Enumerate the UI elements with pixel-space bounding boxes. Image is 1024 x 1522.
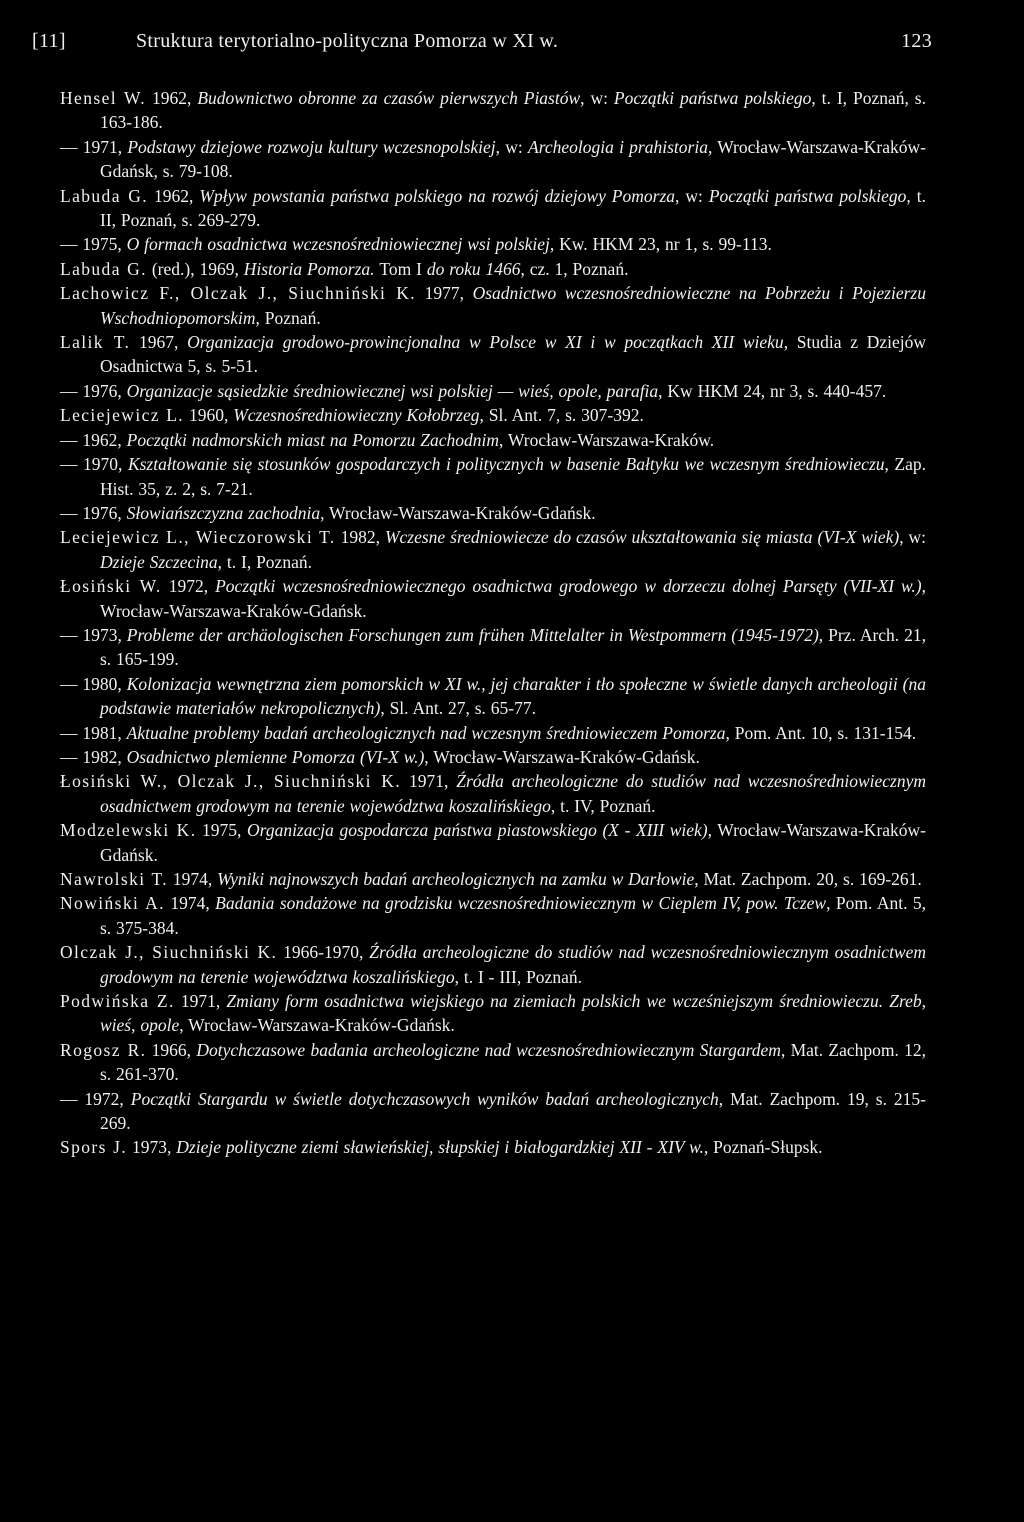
- entry-container-title: Początki państwa polskiego: [613, 88, 812, 108]
- entry-year: 1982,: [335, 527, 385, 548]
- running-header: [32, 30, 932, 70]
- bibliography-entry: [60, 86, 926, 135]
- entry-author: Nawrolski T.: [60, 869, 169, 889]
- entry-year: 1977,: [416, 283, 473, 304]
- entry-details: , Wrocław-Warszawa-Kraków-Gdańsk.: [100, 820, 927, 865]
- entry-title: Osadnictwo wczesnośredniowieczne na Pobrzeżu i Pojezierzu Wschodniopomorskim: [100, 283, 926, 328]
- bibliography-entry: [60, 891, 926, 940]
- running-title: Struktura terytorialno-polityczna Pomorza w XI w.: [136, 30, 559, 52]
- entry-year: 1971,: [401, 771, 457, 792]
- entry-year: 1973,: [127, 1137, 177, 1158]
- entry-year: 1960,: [184, 405, 234, 426]
- entry-details: , w:: [495, 136, 528, 157]
- bibliography-entry: [60, 403, 926, 427]
- bibliography-entry: [60, 721, 926, 745]
- entry-year: 1966-1970,: [277, 942, 370, 963]
- entry-container-title: Początki państwa polskiego: [708, 185, 907, 206]
- entry-author: Labuda G.: [60, 185, 149, 206]
- entry-container-title: Dzieje Szczecina: [100, 551, 218, 572]
- entry-title: Źródła archeologiczne do studiów nad wczesnośredniowiecznym osadnictwem grodowym na terenie województwa koszalińskiego: [100, 942, 927, 987]
- entry-title: Początki wczesnośredniowiecznego osadnictwa grodowego w dorzeczu dolnej Parsęty (VII-XI w.): [215, 576, 922, 597]
- entry-author: Rogosz R.: [60, 1039, 147, 1060]
- entry-title: Źródła archeologiczne do studiów nad wczesnośredniowiecznym osadnictwem grodowym na terenie województwa koszalińskiego: [100, 771, 927, 816]
- entry-author: Łosiński W., Olczak J., Siuchniński K.: [60, 771, 402, 792]
- entry-details: , Pom. Ant. 5, s. 375-384.: [100, 893, 926, 938]
- entry-year: — 1980,: [60, 673, 127, 694]
- entry-title: Dzieje polityczne ziemi sławieńskiej, słupskiej i białogardzkiej XII - XIV w.: [176, 1137, 704, 1158]
- entry-details: , Mat. Zachpom. 19, s. 215-269.: [100, 1088, 926, 1134]
- entry-details: , t. I - III, Poznań.: [454, 966, 582, 987]
- entry-publication: , t. I, Poznań.: [217, 551, 312, 572]
- entry-year: — 1976,: [60, 380, 127, 401]
- entry-title: O formach osadnictwa wczesnośredniowiecznej wsi polskiej: [126, 234, 550, 255]
- entry-details: , Wrocław-Warszawa-Kraków-Gdańsk.: [424, 746, 700, 767]
- bibliography-entry: [60, 1135, 926, 1159]
- entry-title: Organizacje sąsiedzkie średniowiecznej wsi polskiej — wieś, opole, parafia: [126, 380, 659, 401]
- entry-details: , t. IV, Poznań.: [550, 795, 656, 816]
- entry-title: Historia Pomorza.: [243, 258, 380, 279]
- entry-title: Organizacja gospodarcza państwa piastowskiego (X - XIII wiek): [247, 820, 708, 841]
- entry-details: , Kw. HKM 23, nr 1, s. 99-113.: [549, 234, 772, 255]
- entry-title: Organizacja grodowo-prowincjonalna w Polsce w XI i w początkach XII wieku: [187, 332, 784, 353]
- entry-year: 1966,: [146, 1039, 197, 1060]
- entry-year: 1972,: [161, 576, 216, 597]
- section-number: [11]: [32, 30, 66, 52]
- entry-title: Zmiany form osadnictwa wiejskiego na ziemiach polskich we wcześniejszym średniowieczu. Zreb, wieś, opole: [100, 991, 926, 1036]
- entry-title: Wczesnośredniowieczny Kołobrzeg: [233, 405, 480, 426]
- entry-publication: , t. I, Poznań, s. 163-186.: [100, 88, 926, 133]
- bibliography-entry: [60, 1087, 926, 1136]
- entry-details: , Wrocław-Warszawa-Kraków-Gdańsk.: [179, 1015, 455, 1036]
- bibliography-entry: [60, 623, 926, 672]
- bibliography-entry: [60, 525, 926, 574]
- entry-title: Osadnictwo plemienne Pomorza (VI-X w.): [126, 746, 425, 767]
- entry-author: Olczak J., Siuchniński K.: [60, 942, 278, 963]
- entry-details: , Poznań-Słupsk.: [703, 1137, 823, 1158]
- bibliography-entry: [60, 745, 926, 769]
- bibliography-entry: [60, 330, 926, 379]
- entry-details: , Wrocław-Warszawa-Kraków-Gdańsk.: [320, 502, 596, 523]
- bibliography-entry: [60, 379, 926, 403]
- entry-details: , Wrocław-Warszawa-Kraków-Gdańsk.: [100, 576, 927, 621]
- entry-details: , w:: [675, 185, 709, 206]
- bibliography-entry: [60, 184, 926, 233]
- entry-title: Badania sondażowe na grodzisku wczesnośredniowiecznym w Cieplem IV, pow. Tczew: [215, 893, 827, 914]
- entry-details: , Sl. Ant. 7, s. 307-392.: [479, 405, 644, 426]
- bibliography-entry: [60, 428, 926, 452]
- book-page: [32, 30, 932, 1160]
- entry-publication: , cz. 1, Poznań.: [520, 258, 629, 279]
- bibliography-entry: [60, 574, 926, 623]
- entry-details: , Mat. Zachpom. 20, s. 169-261.: [694, 869, 922, 889]
- entry-details: , w:: [580, 88, 614, 108]
- entry-year: — 1975,: [60, 234, 127, 255]
- entry-year: 1967,: [130, 332, 188, 353]
- header-left: [32, 30, 559, 53]
- entry-details: , Zap. Hist. 35, z. 2, s. 7-21.: [100, 454, 927, 499]
- bibliography-entry: [60, 940, 926, 989]
- entry-author: Modzelewski K.: [60, 820, 197, 841]
- entry-author: Spors J.: [60, 1137, 128, 1158]
- entry-details: , Prz. Arch. 21, s. 165-199.: [100, 624, 927, 670]
- bibliography-list: [60, 86, 926, 1160]
- entry-details: , Mat. Zachpom. 12, s. 261-370.: [100, 1039, 927, 1085]
- bibliography-entry: [60, 281, 926, 330]
- entry-title: Początki nadmorskich miast na Pomorzu Zachodnim: [126, 429, 500, 450]
- entry-details: , Poznań.: [255, 307, 321, 328]
- entry-author: Łosiński W.: [60, 576, 162, 597]
- entry-author: Podwińska Z.: [60, 991, 175, 1012]
- entry-year: 1971,: [174, 991, 227, 1012]
- entry-publication: , t. II, Poznań, s. 269-279.: [100, 185, 926, 231]
- entry-title: Dotychczasowe badania archeologiczne nad wczesnośredniowiecznym Stargardem: [196, 1039, 781, 1060]
- bibliography-entry: [60, 867, 926, 891]
- entry-title: Wczesne średniowiecze do czasów ukształtowania się miasta (VI-X wiek): [384, 527, 900, 548]
- entry-author: Leciejewicz L., Wieczorowski T.: [60, 527, 336, 548]
- bibliography-entry: [60, 818, 926, 867]
- bibliography-entry: [60, 989, 926, 1038]
- entry-year: — 1976,: [60, 502, 127, 523]
- entry-title: Kolonizacja wewnętrzna ziem pomorskich w XI w., jej charakter i tło społeczne w świetle danych archeologii (na podstawie materiałów nekropolicznych): [100, 673, 927, 719]
- entry-author: Hensel W.: [60, 88, 147, 108]
- page-number: 123: [901, 30, 932, 52]
- entry-container-title: Archeologia i prahistoria: [528, 136, 708, 157]
- entry-year: 1962,: [146, 88, 198, 108]
- entry-author: Nowiński A.: [60, 893, 165, 914]
- entry-year: (red.), 1969,: [146, 258, 244, 279]
- entry-title: Probleme der archäologischen Forschungen zum frühen Mittelalter in Westpommern (1945-1972): [126, 624, 819, 645]
- entry-details: Tom I: [379, 258, 427, 279]
- entry-title: Słowiańszczyzna zachodnia: [126, 502, 321, 523]
- entry-year: — 1962,: [60, 429, 127, 450]
- entry-author: Labuda G.: [60, 258, 147, 279]
- bibliography-entry: [60, 501, 926, 525]
- entry-title: Aktualne problemy badań archeologicznych nad wczesnym średniowieczem Pomorza: [126, 722, 726, 743]
- bibliography-entry: [60, 672, 926, 721]
- entry-author: Lachowicz F., Olczak J., Siuchniński K.: [60, 283, 417, 304]
- bibliography-entry: [60, 257, 926, 281]
- entry-details: , Kw HKM 24, nr 3, s. 440-457.: [658, 380, 887, 401]
- bibliography-entry: [60, 769, 926, 818]
- entry-year: 1974,: [168, 869, 218, 889]
- entry-author: Lalik T.: [60, 332, 131, 353]
- bibliography-entry: [60, 452, 926, 501]
- bibliography-entry: [60, 135, 926, 184]
- entry-details: , Studia z Dziejów Osadnictwa 5, s. 5-51.: [100, 332, 926, 377]
- entry-year: 1975,: [196, 820, 248, 841]
- entry-publication: , Wrocław-Warszawa-Kraków-Gdańsk, s. 79-108.: [100, 136, 926, 182]
- bibliography-entry: [60, 232, 926, 256]
- entry-year: 1974,: [164, 893, 216, 914]
- entry-year: — 1973,: [60, 624, 127, 645]
- entry-title: Wyniki najnowszych badań archeologicznych na zamku w Darłowie: [217, 869, 695, 889]
- entry-details: , Pom. Ant. 10, s. 131-154.: [725, 722, 917, 743]
- entry-title: Początki Stargardu w świetle dotychczasowych wyników badań archeologicznych: [130, 1088, 719, 1109]
- entry-year: — 1981,: [60, 722, 127, 743]
- entry-details: , w:: [899, 527, 927, 548]
- entry-title: Budownictwo obronne za czasów pierwszych Piastów: [197, 88, 581, 108]
- entry-year: — 1982,: [60, 746, 127, 767]
- entry-title: Podstawy dziejowe rozwoju kultury wczesnopolskiej: [127, 136, 496, 157]
- entry-details: , Sl. Ant. 27, s. 65-77.: [380, 698, 536, 719]
- entry-year: 1962,: [148, 185, 200, 206]
- entry-year: — 1972,: [60, 1088, 131, 1109]
- entry-details: , Wrocław-Warszawa-Kraków.: [499, 429, 715, 450]
- entry-title: Wpływ powstania państwa polskiego na rozwój dziejowy Pomorza: [199, 185, 676, 206]
- entry-year: — 1971,: [60, 136, 128, 157]
- entry-container-title: do roku 1466: [426, 258, 521, 279]
- entry-author: Leciejewicz L.: [60, 405, 185, 426]
- entry-year: — 1970,: [60, 454, 128, 475]
- bibliography-entry: [60, 1038, 926, 1087]
- entry-title: Kształtowanie się stosunków gospodarczych i politycznych w basenie Bałtyku we wczesnym średniowieczu: [127, 454, 885, 475]
